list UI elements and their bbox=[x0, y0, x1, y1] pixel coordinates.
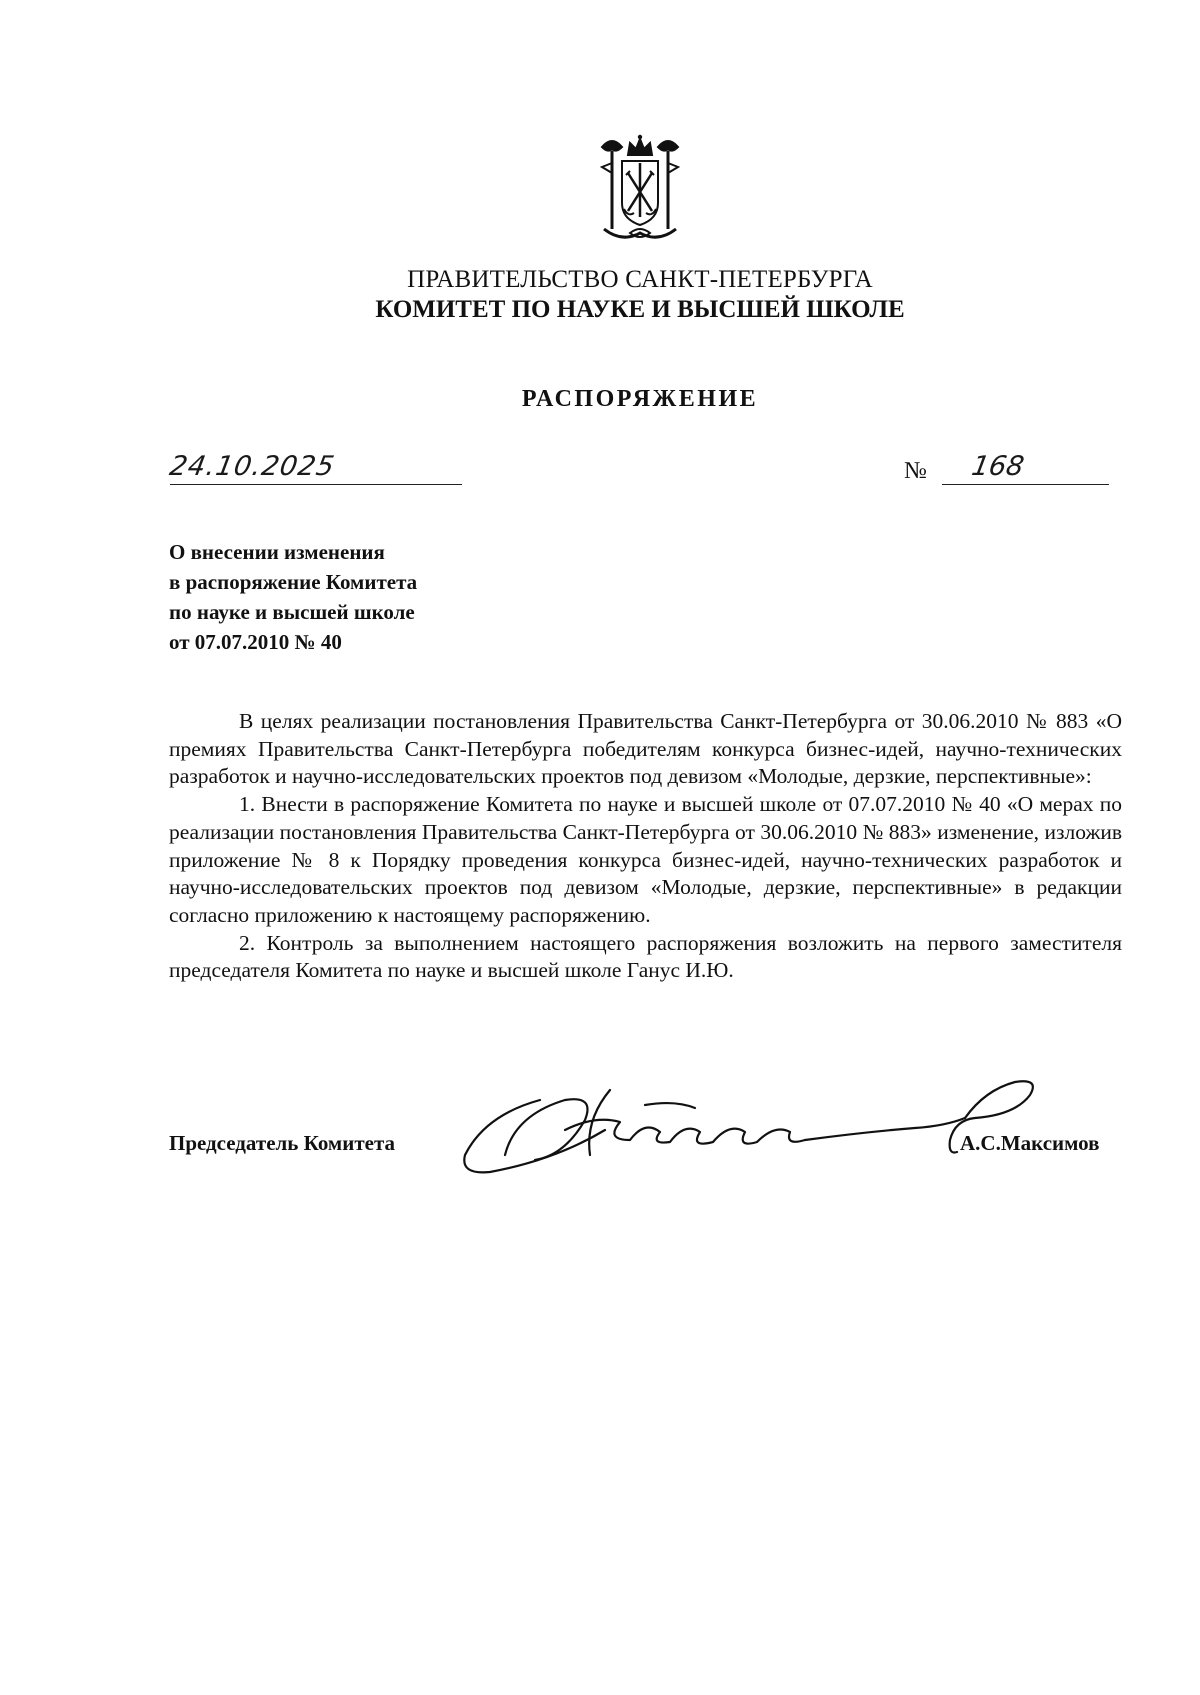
committee-name: КОМИТЕТ ПО НАУКЕ И ВЫСШЕЙ ШКОЛЕ bbox=[375, 296, 905, 323]
document-number: 168 bbox=[969, 451, 1027, 482]
document-body bbox=[169, 708, 1122, 985]
government-name: ПРАВИТЕЛЬСТВО САНКТ-ПЕТЕРБУРГА bbox=[407, 266, 873, 293]
clause-1-paragraph: 1. Внести в распоряжение Комитета по науке и высшей школе от 07.07.2010 № 40 «О мерах по реализации постановления Правительства Санкт-Петербурга от 30.06.2010 № 883» изменение, изложив приложение № 8 к Порядку проведения конкурса бизнес-идей, научно-технических разработок и научно-исследовательских проектов под девизом «Молодые, дерзкие, перспективные» в редакции согласно приложению к настоящему распоряжению. bbox=[169, 792, 1122, 927]
clause-2-paragraph: 2. Контроль за выполнением настоящего распоряжения возложить на первого заместителя председателя Комитета по науке и высшей школе Ганус И.Ю. bbox=[169, 930, 1122, 983]
subject-line: О внесении изменения bbox=[169, 540, 385, 564]
signatory-position: Председатель Комитета bbox=[169, 1131, 396, 1155]
coat-of-arms-icon bbox=[590, 133, 690, 245]
preamble-paragraph: В целях реализации постановления Правительства Санкт-Петербурга от 30.06.2010 № 883 «О премиях Правительства Санкт-Петербурга победителям конкурса бизнес-идей, научно-технических разработок и научно-исследовательских проектов под девизом «Молодые, дерзкие, перспективные»: bbox=[169, 709, 1122, 789]
subject-line: по науке и высшей школе bbox=[169, 600, 415, 624]
subject-line: от 07.07.2010 № 40 bbox=[169, 630, 342, 654]
document-number-field bbox=[942, 450, 1109, 485]
document-date: 24.10.2025 bbox=[167, 451, 338, 482]
signatory-name: А.С.Максимов bbox=[960, 1131, 1100, 1155]
document-subject bbox=[169, 537, 417, 657]
subject-line: в распоряжение Комитета bbox=[169, 570, 418, 594]
document-type-title: РАСПОРЯЖЕНИЕ bbox=[521, 386, 759, 412]
handwritten-signature-icon bbox=[445, 1060, 1045, 1180]
document-number-label: № bbox=[904, 458, 927, 484]
document-date-field bbox=[167, 450, 462, 485]
